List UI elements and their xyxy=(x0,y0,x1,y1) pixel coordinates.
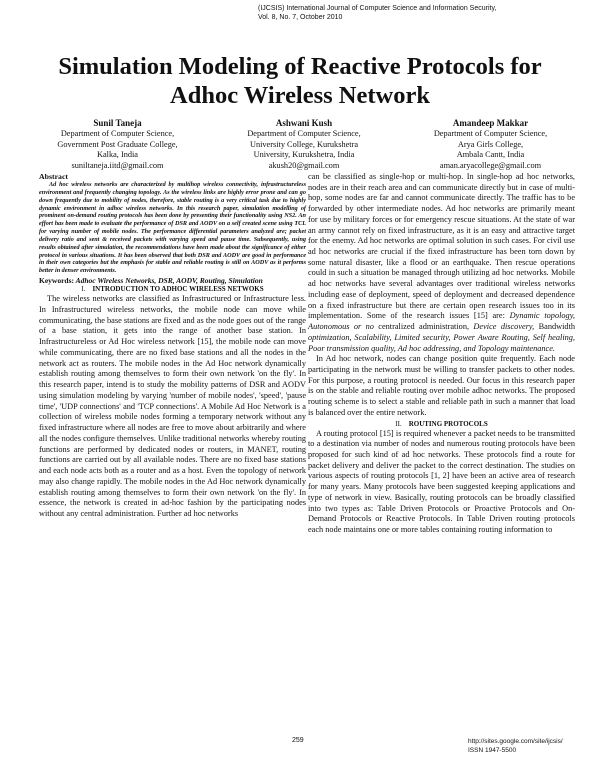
section1-number: I. xyxy=(81,285,86,294)
right-column xyxy=(308,172,575,536)
author-3 xyxy=(403,118,578,171)
section2-para1: A routing protocol [15] is required whenever a packet needs to be transmitted to a destination via number of nodes and numerous routing protocols have been proposed for such kind of ad hoc networks. These protocols find a route for packet delivery and deliver the packet to the correct destination. The studies on various aspects of routing protocols [1, 2] have been an active area of research for many years. Many protocols have been suggested keeping applications and type of network in view. Basically, routing protocols can be broadly classified into two types as: Table Driven Protocols or Proactive Protocols and On-Demand Protocols or Reactive Protocols. In Table Driven routing protocols each node maintains one or more tables containing routing information to xyxy=(308,428,575,534)
author-2 xyxy=(217,118,392,171)
keywords-label: Keywords: xyxy=(39,276,74,286)
footer-info xyxy=(468,737,563,755)
abstract-text: Ad hoc wireless networks are characterized by multihop wireless connectivity, infrastructureless environment and frequently changing topology. As the wireless links are highly error prone and can go down frequently due to mobility of nodes, therefore, stable routing is a very critical task due to highly dynamic environment in adhoc wireless networks. In this research paper, simulation modelling of prominent on-demand routing protocols has been done by presenting their functionality using NS2. An effort has been made to evaluate the performance of DSR and AODV on a self created scene using TCL for varying number of mobile nodes. The performance differential parameters analyzed are; packet delivery ratio and sent & received packets with varying speed and pause time. Subsequently, using results obtained after simulation, the recommendations have been made about the significance of either protocol in various situations. It has been observed that both DSR and AODV are good in performance in their own categories but the emphasis for stable and reliable routing is still on AODV as it performs better in denser environments. xyxy=(39,181,306,275)
author-dept: Department of Computer Science, xyxy=(433,129,548,138)
section1-title: INTRODUCTION TO ADHOC WIRELESS NETWOKS xyxy=(92,285,264,294)
footer-issn: ISSN 1947-5500 xyxy=(468,747,517,754)
footer-url[interactable]: http://sites.google.com/site/ijcsis/ xyxy=(468,738,563,745)
section1-para2b: centralized administration, xyxy=(378,322,470,332)
author-city: Kalka, India xyxy=(96,150,138,159)
abstract-heading: Abstract xyxy=(39,172,69,181)
title-line1: Simulation Modeling of Reactive Protocols for xyxy=(58,53,542,80)
author-dept: Department of Computer Science, xyxy=(60,129,175,138)
section2-title: ROUTING PROTOCOLS xyxy=(408,419,488,428)
author-email[interactable]: aman.aryacollege@gmail.com xyxy=(439,160,542,170)
author-email[interactable]: akush20@gmail.com xyxy=(268,160,340,170)
research-issues-2: Device discovery, xyxy=(473,322,535,332)
author-org: Government Post Graduate College, xyxy=(57,139,178,149)
section1-para2c: Bandwidth xyxy=(538,322,576,332)
section2-heading xyxy=(308,420,575,429)
section1-para2 xyxy=(308,172,575,354)
author-name: Sunil Taneja xyxy=(93,118,142,128)
section1-para3: In Ad hoc network, nodes can change position quite frequently. Each node participating in the network must be willing to transfer packets to other nodes. For this purpose, a routing protocol is needed. Our focus in this research paper is on the stable and reliable routing over mobile adhoc networks. The proposed routing scheme is to select a stable and reliable path in such a manner that load is balanced over the entire network. xyxy=(308,354,575,417)
author-city: University, Kurukshetra, India xyxy=(253,150,355,159)
journal-header-line2: Vol. 8, No. 7, October 2010 xyxy=(258,14,343,21)
author-org: Arya Girls College, xyxy=(457,139,524,149)
author-block xyxy=(30,118,578,171)
research-issues-1: Dynamic topology, Autonomous or no xyxy=(308,311,575,332)
section1-para2a: can be classified as single-hop or multi-hop. In single-hop ad hoc networks, nodes are in their reach area and can communicate directly but in case of multi-hop, some nodes are far and cannot communicate directly. The traffic has to be forwarded by other intermediate nodes. Ad hoc networks are primarily meant for use by military forces or for emergency rescue situations. At the state of war an army cannot rely on fixed infrastructure, as it is an easy and attractive target for the enemy. Ad hoc networks are optimal solution in such cases. For civil use ad hoc networks are crucial if the fixed infrastructure has been torn down by some natural disaster, like a flood or an earthquake. Then rescue operations could in such a situation be managed through utilizing ad hoc networks. Mobile ad hoc networks have several advantages over traditional wireless networks including ease of deployment, speed of deployment and decreased dependence on a fixed infrastructure but there are certain open research issues too in its implementation. Some of the research issues [15] are: xyxy=(308,172,575,321)
author-city: Ambala Cantt, India xyxy=(456,150,525,159)
section2-number: II. xyxy=(395,419,402,428)
author-1 xyxy=(30,118,205,171)
section1-heading xyxy=(39,285,306,294)
journal-header-line1: (IJCSIS) International Journal of Computer Science and Information Security, xyxy=(258,5,497,12)
author-email[interactable]: suniltaneja.iitd@gmail.com xyxy=(71,160,164,170)
author-dept: Department of Computer Science, xyxy=(247,129,361,138)
research-issues-3: optimization, Scalability, Limited security, Power Aware Routing, Self healing, Poor transmission quality, Ad hoc addressing, and Topology maintenance. xyxy=(308,332,575,353)
keywords xyxy=(39,276,306,285)
author-name: Ashwani Kush xyxy=(275,118,333,128)
left-column xyxy=(39,172,306,520)
title-line2: Adhoc Wireless Network xyxy=(170,82,430,109)
author-name: Amandeep Makkar xyxy=(452,118,529,128)
author-org: University College, Kurukshetra xyxy=(249,139,359,149)
keywords-text: Adhoc Wireless Networks, DSR, AODV, Routing, Simulation xyxy=(75,276,263,286)
page-number: 259 xyxy=(292,737,304,744)
section1-para1: The wireless networks are classified as Infrastructured or Infrastructure less. In Infrastructured wireless networks, the mobile node can move while communicating, the base stations are fixed and as the node goes out of the range of a base station, it gets into the range of another base station. In Infrastructureless or Ad Hoc wireless network [15], the mobile node can move while communicating, there are no fixed base stations and all the nodes in the network act as routers. The mobile nodes in the Ad Hoc network dynamically establish routing among themselves to form their own network 'on the fly'. In this research paper, intend is to study the mobility patterns of DSR and AODV using simulation modeling by varying 'number of mobile nodes', 'speed', 'pause time', 'UDP connections' and 'TCP connections'. A Mobile Ad Hoc Network is a collection of wireless mobile nodes forming a temporary network without any fixed infrastructure where all nodes are free to move about arbitrarily and where all the nodes configure themselves. Unlike traditional networks whereby routing functions are performed by dedicated nodes or routers, in MANET, routing functions are carried out by all available nodes. There are no fixed base stations and each node acts both as a router and as a host. Even the topology of network may also change rapidly. The mobile nodes in the Ad Hoc network dynamically establish routing among themselves to form their own network 'on the fly'. In essence, the network is created in ad-hoc fashion by the participating nodes without any central administration. Further ad hoc networks xyxy=(39,294,306,519)
paper-title xyxy=(0,52,600,110)
